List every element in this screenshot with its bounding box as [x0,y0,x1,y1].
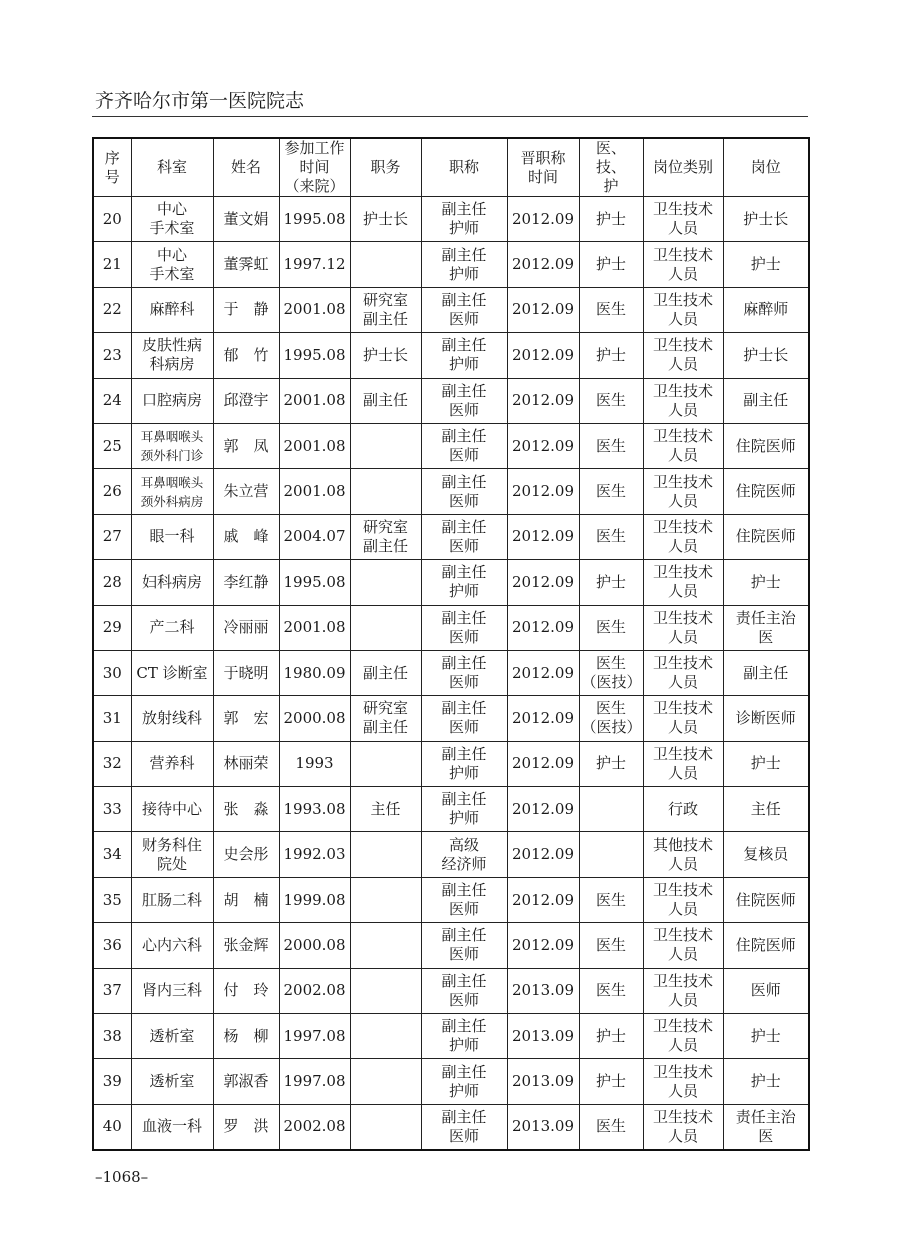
cell-seq: 25 [93,423,131,468]
cell-title-date: 2012.09 [507,560,579,605]
cell-department: 皮肤性病 科病房 [131,333,213,378]
cell-post-type: 卫生技术 人员 [643,560,723,605]
table-row [93,560,809,605]
column-header-seq: 序 号 [93,138,131,197]
cell-title: 副主任 医师 [421,968,507,1013]
cell-title-date: 2012.09 [507,333,579,378]
cell-department: 麻醉科 [131,287,213,332]
cell-post-type: 卫生技术 人员 [643,1104,723,1149]
cell-post: 副主任 [723,378,809,423]
column-header-title: 职称 [421,138,507,197]
cell-title-date: 2012.09 [507,423,579,468]
table-row [93,877,809,922]
table-row [93,378,809,423]
table-row [93,605,809,650]
cell-category: 医生 （医技） [579,696,643,741]
cell-title-date: 2013.09 [507,1014,579,1059]
cell-position: 副主任 [350,378,421,423]
cell-work-start: 1993.08 [279,787,350,832]
cell-category: 护士 [579,1014,643,1059]
table-row [93,832,809,877]
table-row [93,1059,809,1104]
header-rule [92,116,808,117]
cell-post-type: 卫生技术 人员 [643,741,723,786]
cell-name: 张金辉 [213,923,279,968]
cell-post: 复核员 [723,832,809,877]
cell-title: 副主任 护师 [421,333,507,378]
cell-title: 副主任 护师 [421,197,507,242]
column-header-post-type: 岗位类别 [643,138,723,197]
table-row [93,287,809,332]
cell-position [350,968,421,1013]
cell-post-type: 卫生技术 人员 [643,650,723,695]
cell-category: 医生 [579,514,643,559]
cell-position: 主任 [350,787,421,832]
cell-name: 郭 宏 [213,696,279,741]
cell-title-date: 2012.09 [507,514,579,559]
column-header-title-date: 晋职称 时间 [507,138,579,197]
cell-work-start: 1980.09 [279,650,350,695]
cell-title: 副主任 护师 [421,242,507,287]
cell-department: 中心 手术室 [131,242,213,287]
cell-post-type: 行政 [643,787,723,832]
cell-name: 朱立营 [213,469,279,514]
cell-title: 副主任 医师 [421,923,507,968]
cell-position [350,469,421,514]
staff-roster-table [92,137,810,1151]
cell-department: 透析室 [131,1014,213,1059]
cell-position: 研究室 副主任 [350,514,421,559]
cell-title: 副主任 医师 [421,378,507,423]
cell-post-type: 卫生技术 人员 [643,333,723,378]
cell-name: 张 淼 [213,787,279,832]
cell-position [350,877,421,922]
table-row [93,333,809,378]
cell-seq: 24 [93,378,131,423]
cell-title-date: 2012.09 [507,650,579,695]
cell-work-start: 1992.03 [279,832,350,877]
cell-work-start: 1995.08 [279,333,350,378]
cell-post-type: 卫生技术 人员 [643,877,723,922]
cell-name: 郭 凤 [213,423,279,468]
cell-post: 责任主治 医 [723,1104,809,1149]
cell-department: CT 诊断室 [131,650,213,695]
cell-category: 医生 [579,469,643,514]
cell-post-type: 卫生技术 人员 [643,378,723,423]
cell-title-date: 2012.09 [507,378,579,423]
cell-category: 医生 [579,1104,643,1149]
cell-post: 住院医师 [723,514,809,559]
cell-department: 肛肠二科 [131,877,213,922]
cell-title-date: 2012.09 [507,787,579,832]
cell-seq: 29 [93,605,131,650]
cell-post: 住院医师 [723,877,809,922]
cell-name: 董霁虹 [213,242,279,287]
cell-department: 财务科住 院处 [131,832,213,877]
cell-post: 护士 [723,242,809,287]
cell-position [350,1059,421,1104]
cell-title: 副主任 医师 [421,605,507,650]
cell-post-type: 卫生技术 人员 [643,242,723,287]
cell-position [350,605,421,650]
cell-title-date: 2012.09 [507,605,579,650]
cell-title-date: 2012.09 [507,469,579,514]
table-row [93,787,809,832]
table-row [93,923,809,968]
cell-name: 于 静 [213,287,279,332]
cell-position: 副主任 [350,650,421,695]
cell-name: 郭淑香 [213,1059,279,1104]
cell-seq: 21 [93,242,131,287]
cell-post-type: 卫生技术 人员 [643,923,723,968]
cell-work-start: 1995.08 [279,560,350,605]
cell-category: 医生 [579,423,643,468]
cell-title: 副主任 医师 [421,650,507,695]
table-row [93,741,809,786]
cell-work-start: 2001.08 [279,423,350,468]
cell-title: 副主任 医师 [421,877,507,922]
cell-category: 医生 [579,287,643,332]
cell-title-date: 2013.09 [507,968,579,1013]
cell-department: 血液一科 [131,1104,213,1149]
column-header-post: 岗位 [723,138,809,197]
cell-seq: 23 [93,333,131,378]
cell-department: 肾内三科 [131,968,213,1013]
cell-name: 李红静 [213,560,279,605]
cell-title: 副主任 医师 [421,1104,507,1149]
cell-department: 眼一科 [131,514,213,559]
cell-work-start: 2001.08 [279,605,350,650]
cell-work-start: 1999.08 [279,877,350,922]
cell-title-date: 2013.09 [507,1059,579,1104]
cell-title: 副主任 护师 [421,787,507,832]
cell-post: 麻醉师 [723,287,809,332]
cell-post-type: 卫生技术 人员 [643,197,723,242]
cell-name: 史会彤 [213,832,279,877]
table-row [93,1104,809,1149]
cell-category: 医生 [579,877,643,922]
column-header-department: 科室 [131,138,213,197]
cell-seq: 20 [93,197,131,242]
cell-department: 透析室 [131,1059,213,1104]
cell-title-date: 2012.09 [507,832,579,877]
cell-title-date: 2012.09 [507,242,579,287]
cell-seq: 34 [93,832,131,877]
table-row [93,696,809,741]
cell-post: 住院医师 [723,923,809,968]
cell-post: 责任主治 医 [723,605,809,650]
cell-work-start: 2001.08 [279,287,350,332]
table-header-row [93,138,809,197]
cell-seq: 35 [93,877,131,922]
cell-name: 冷丽丽 [213,605,279,650]
cell-category: 护士 [579,333,643,378]
cell-department: 心内六科 [131,923,213,968]
cell-position [350,242,421,287]
cell-title-date: 2012.09 [507,741,579,786]
cell-work-start: 2002.08 [279,1104,350,1149]
cell-post-type: 卫生技术 人员 [643,1014,723,1059]
cell-post: 副主任 [723,650,809,695]
cell-title: 副主任 护师 [421,560,507,605]
cell-title-date: 2012.09 [507,696,579,741]
table-row [93,650,809,695]
cell-post: 住院医师 [723,469,809,514]
cell-title: 副主任 护师 [421,1014,507,1059]
cell-post: 护士 [723,560,809,605]
table-row [93,1014,809,1059]
table-row [93,968,809,1013]
cell-title-date: 2013.09 [507,1104,579,1149]
cell-position [350,560,421,605]
cell-seq: 27 [93,514,131,559]
cell-post-type: 卫生技术 人员 [643,605,723,650]
cell-post: 护士长 [723,333,809,378]
cell-category: 医生 [579,923,643,968]
cell-seq: 30 [93,650,131,695]
column-header-work-start: 参加工作 时间 （来院） [279,138,350,197]
cell-category: 护士 [579,197,643,242]
cell-post-type: 卫生技术 人员 [643,696,723,741]
cell-seq: 22 [93,287,131,332]
cell-position [350,923,421,968]
cell-category: 护士 [579,242,643,287]
cell-post: 护士长 [723,197,809,242]
cell-work-start: 2002.08 [279,968,350,1013]
cell-position [350,741,421,786]
cell-title-date: 2012.09 [507,923,579,968]
cell-name: 胡 楠 [213,877,279,922]
cell-category: 医生 [579,605,643,650]
cell-category: 医生 [579,378,643,423]
cell-department: 中心 手术室 [131,197,213,242]
cell-seq: 37 [93,968,131,1013]
cell-department: 耳鼻咽喉头 颈外科病房 [131,469,213,514]
table-row [93,423,809,468]
cell-title: 副主任 护师 [421,1059,507,1104]
table-row [93,469,809,514]
cell-title: 副主任 医师 [421,696,507,741]
cell-name: 杨 柳 [213,1014,279,1059]
book-title-header: 齐齐哈尔市第一医院院志 [95,90,305,112]
cell-seq: 38 [93,1014,131,1059]
cell-post: 住院医师 [723,423,809,468]
cell-title-date: 2012.09 [507,877,579,922]
cell-post: 护士 [723,1059,809,1104]
cell-title-date: 2012.09 [507,197,579,242]
cell-seq: 31 [93,696,131,741]
cell-work-start: 1995.08 [279,197,350,242]
cell-post-type: 卫生技术 人员 [643,968,723,1013]
cell-post-type: 卫生技术 人员 [643,514,723,559]
cell-name: 戚 峰 [213,514,279,559]
cell-position: 研究室 副主任 [350,696,421,741]
cell-seq: 32 [93,741,131,786]
cell-seq: 40 [93,1104,131,1149]
cell-title: 副主任 医师 [421,423,507,468]
column-header-name: 姓名 [213,138,279,197]
cell-position [350,423,421,468]
cell-name: 郁 竹 [213,333,279,378]
cell-department: 妇科病房 [131,560,213,605]
cell-post: 护士 [723,741,809,786]
cell-seq: 33 [93,787,131,832]
cell-work-start: 1997.12 [279,242,350,287]
cell-work-start: 2004.07 [279,514,350,559]
cell-work-start: 2000.08 [279,923,350,968]
cell-position: 研究室 副主任 [350,287,421,332]
cell-department: 放射线科 [131,696,213,741]
cell-work-start: 1997.08 [279,1014,350,1059]
cell-work-start: 1993 [279,741,350,786]
cell-name: 于晓明 [213,650,279,695]
cell-title: 高级 经济师 [421,832,507,877]
cell-seq: 26 [93,469,131,514]
cell-seq: 39 [93,1059,131,1104]
cell-category [579,832,643,877]
cell-work-start: 1997.08 [279,1059,350,1104]
cell-title: 副主任 护师 [421,741,507,786]
cell-department: 营养科 [131,741,213,786]
cell-title-date: 2012.09 [507,287,579,332]
cell-post-type: 卫生技术 人员 [643,423,723,468]
cell-position: 护士长 [350,333,421,378]
cell-name: 罗 洪 [213,1104,279,1149]
table-row [93,197,809,242]
cell-title: 副主任 医师 [421,514,507,559]
cell-department: 耳鼻咽喉头 颈外科门诊 [131,423,213,468]
cell-post: 主任 [723,787,809,832]
cell-category: 护士 [579,1059,643,1104]
cell-title: 副主任 医师 [421,469,507,514]
cell-department: 口腔病房 [131,378,213,423]
cell-name: 付 玲 [213,968,279,1013]
column-header-position: 职务 [350,138,421,197]
cell-position [350,1104,421,1149]
cell-category: 医生 （医技） [579,650,643,695]
cell-post-type: 其他技术 人员 [643,832,723,877]
cell-name: 林丽荣 [213,741,279,786]
cell-work-start: 2001.08 [279,469,350,514]
cell-post-type: 卫生技术 人员 [643,287,723,332]
column-header-category: 医、技、 护 [579,138,643,197]
cell-seq: 28 [93,560,131,605]
cell-post: 护士 [723,1014,809,1059]
cell-name: 邱澄宇 [213,378,279,423]
cell-post-type: 卫生技术 人员 [643,1059,723,1104]
cell-post-type: 卫生技术 人员 [643,469,723,514]
cell-work-start: 2001.08 [279,378,350,423]
cell-seq: 36 [93,923,131,968]
cell-category: 医生 [579,968,643,1013]
cell-position [350,1014,421,1059]
cell-work-start: 2000.08 [279,696,350,741]
table-row [93,242,809,287]
cell-department: 产二科 [131,605,213,650]
cell-category: 护士 [579,741,643,786]
cell-category [579,787,643,832]
cell-post: 诊断医师 [723,696,809,741]
cell-category: 护士 [579,560,643,605]
page-number: –1068– [95,1168,149,1186]
cell-name: 董文娟 [213,197,279,242]
table-body [93,197,809,1150]
cell-post: 医师 [723,968,809,1013]
table-row [93,514,809,559]
cell-title: 副主任 医师 [421,287,507,332]
cell-department: 接待中心 [131,787,213,832]
cell-position: 护士长 [350,197,421,242]
cell-position [350,832,421,877]
